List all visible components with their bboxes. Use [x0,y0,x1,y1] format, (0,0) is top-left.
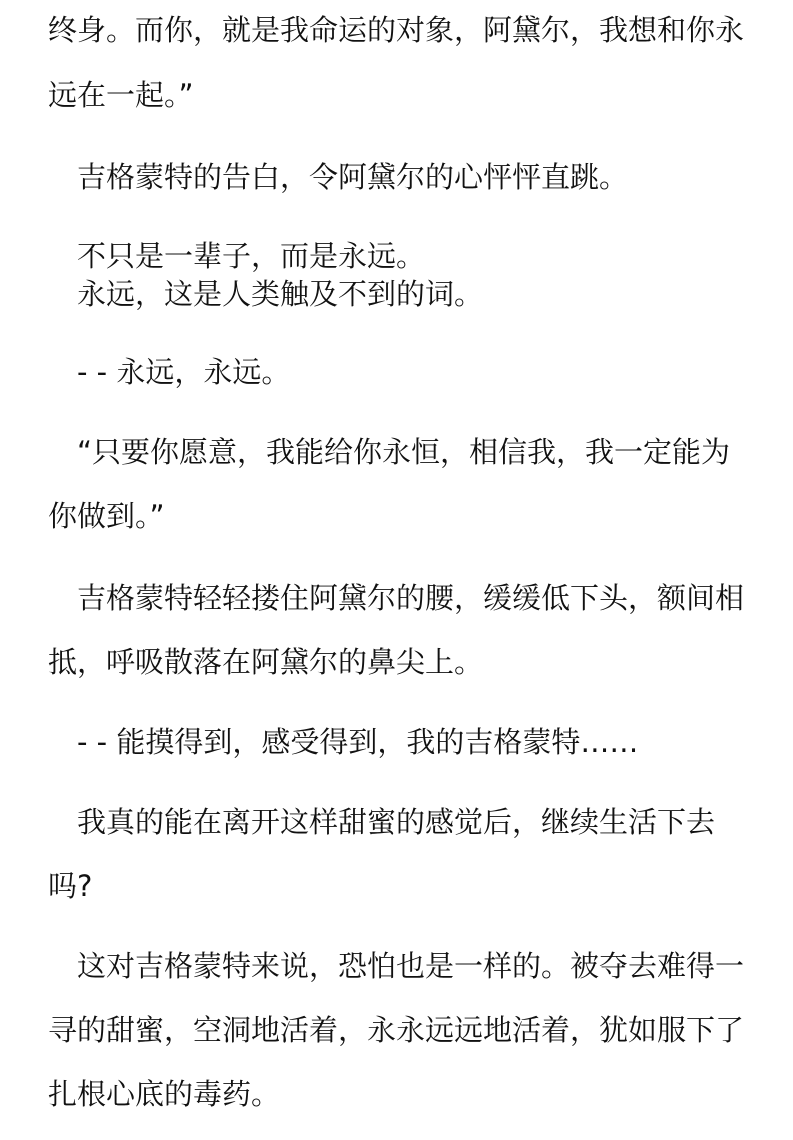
text-line-3: 吉格蒙特的告白，令阿黛尔的心怦怦直跳。 [48,160,629,194]
text-line-15: 寻的甜蜜，空洞地活着，永永远远地活着，犹如服下了 [48,1013,745,1047]
text-line-4: 不只是一辈子，而是永远。 [48,239,426,273]
text-line-11: - - 能摸得到，感受得到，我的吉格蒙特…… [48,725,639,759]
text-line-2: 远在一起。” [48,78,194,112]
text-line-9: 吉格蒙特轻轻搂住阿黛尔的腰，缓缓低下头，额间相 [48,581,745,615]
text-line-10: 抵，呼吸散落在阿黛尔的鼻尖上。 [48,645,484,679]
text-line-8: 你做到。” [48,499,165,533]
text-line-16: 扎根心底的毒药。 [48,1077,281,1111]
text-line-13: 吗? [48,869,93,903]
text-line-6: - - 永远，永远。 [48,355,291,389]
text-line-12: 我真的能在离开这样甜蜜的感觉后，继续生活下去 [48,805,716,839]
text-line-14: 这对吉格蒙特来说，恐怕也是一样的。被夺去难得一 [48,949,745,983]
text-line-5: 永远，这是人类触及不到的词。 [48,277,484,311]
text-line-1: 终身。而你，就是我命运的对象，阿黛尔，我想和你永 [48,13,745,47]
text-line-7: “只要你愿意，我能给你永恒，相信我，我一定能为 [48,435,731,469]
